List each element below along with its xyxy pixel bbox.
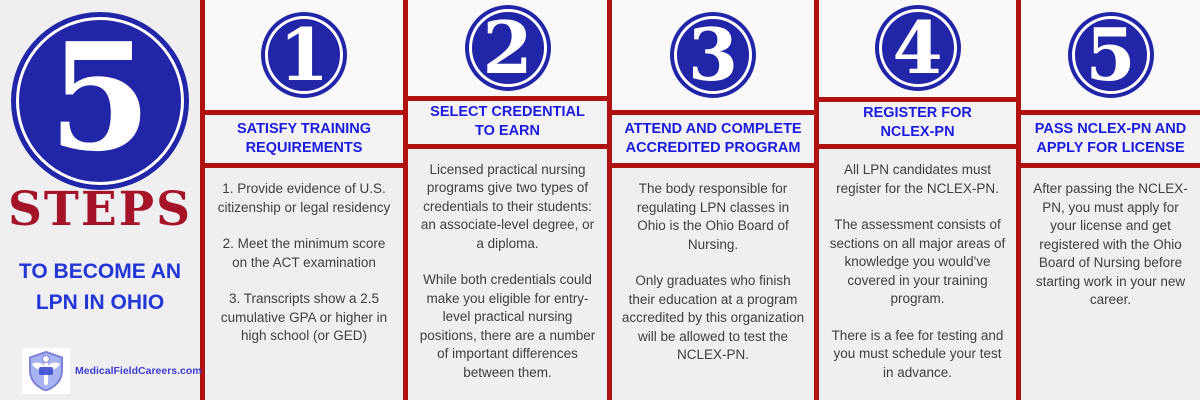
step-column-1: [200, 0, 403, 400]
step-4-paragraph: The assessment consists of sections on all major areas of knowledge you would've covered in your training program.: [829, 217, 1006, 306]
step-1-body: [205, 168, 403, 400]
step-1-circle-area: [205, 0, 403, 110]
step-1-number-circle: [261, 12, 347, 98]
step-1-number: 1: [278, 12, 330, 97]
step-4-circle-area: [819, 0, 1016, 97]
step-5-paragraph: After passing the NCLEX-PN, you must apply for your license and get registered with the Ohio Board of Nursing before starting work in your new career.: [1033, 181, 1188, 307]
step-4-paragraph: There is a fee for testing and you must schedule your test in advance.: [831, 327, 1004, 380]
step-column-4: [814, 0, 1016, 400]
step-4-paragraph: All LPN candidates must register for the NCLEX-PN.: [836, 162, 999, 196]
step-2-paragraph: Licensed practical nursing programs give two types of credentials to their students: an associate-level degree, or a diploma.: [420, 161, 595, 251]
step-3-paragraph: Only graduates who finish their education at a program accredited by this organization will be allowed to test the NCLEX-PN.: [621, 273, 805, 362]
step-4-title-text: REGISTER FOR NCLEX-PN: [863, 104, 972, 140]
step-4-body: [819, 149, 1016, 400]
step-1-paragraph: 1. Provide evidence of U.S. citizenship or legal residency: [217, 181, 391, 215]
intro-panel: [0, 0, 200, 400]
step-3-number-circle: [670, 12, 756, 98]
step-column-5: [1016, 0, 1200, 400]
subtitle-line-2: LPN IN OHIO: [35, 291, 165, 314]
step-5-title: [1021, 110, 1200, 168]
step-3-title-text: ATTEND AND COMPLETE ACCREDITED PROGRAM: [624, 121, 802, 156]
brand-logo: [22, 348, 202, 394]
step-5-number: 5: [1085, 12, 1136, 97]
big-number: 5: [48, 10, 152, 184]
step-1-paragraph: 2. Meet the minimum score on the ACT examination: [222, 236, 386, 270]
step-3-paragraph: The body responsible for regulating LPN classes in Ohio is the Ohio Board of Nursing.: [636, 181, 790, 252]
step-1-title-text: SATISFY TRAINING REQUIREMENTS: [237, 121, 371, 156]
step-3-circle-area: [612, 0, 814, 110]
steps-heading: STEPS: [7, 182, 193, 237]
shield-icon: [22, 348, 70, 394]
step-5-body: [1021, 168, 1200, 400]
step-5-circle-area: [1021, 0, 1200, 110]
step-4-title: [819, 97, 1016, 149]
step-3-number: 3: [687, 12, 739, 97]
step-column-3: [607, 0, 814, 400]
step-2-body: [408, 149, 607, 400]
step-column-2: [403, 0, 607, 400]
step-4-number-circle: [875, 5, 961, 91]
step-2-circle-area: [408, 0, 607, 96]
subtitle-line-1: TO BECOME AN: [18, 260, 182, 283]
step-2-title: [408, 96, 607, 148]
step-2-number-circle: [465, 5, 551, 91]
step-1-title: [205, 110, 403, 168]
step-2-title-text: SELECT CREDENTIAL TO EARN: [430, 104, 585, 140]
step-3-body: [612, 168, 814, 400]
step-1-paragraph: 3. Transcripts show a 2.5 cumulative GPA or higher in high school (or GED): [220, 291, 388, 343]
step-3-title: [612, 110, 814, 168]
panel-subtitle: [0, 256, 200, 318]
step-4-number: 4: [892, 5, 943, 91]
brand-name: MedicalFieldCareers.com: [75, 365, 202, 377]
step-2-number: 2: [482, 5, 533, 91]
step-2-paragraph: While both credentials could make you eligible for entry-level practical nursing positions, there are a number of important differences between them.: [419, 272, 596, 380]
big-number-circle: [11, 12, 189, 190]
step-5-title-text: PASS NCLEX-PN AND APPLY FOR LICENSE: [1034, 121, 1187, 156]
step-5-number-circle: [1068, 12, 1154, 98]
